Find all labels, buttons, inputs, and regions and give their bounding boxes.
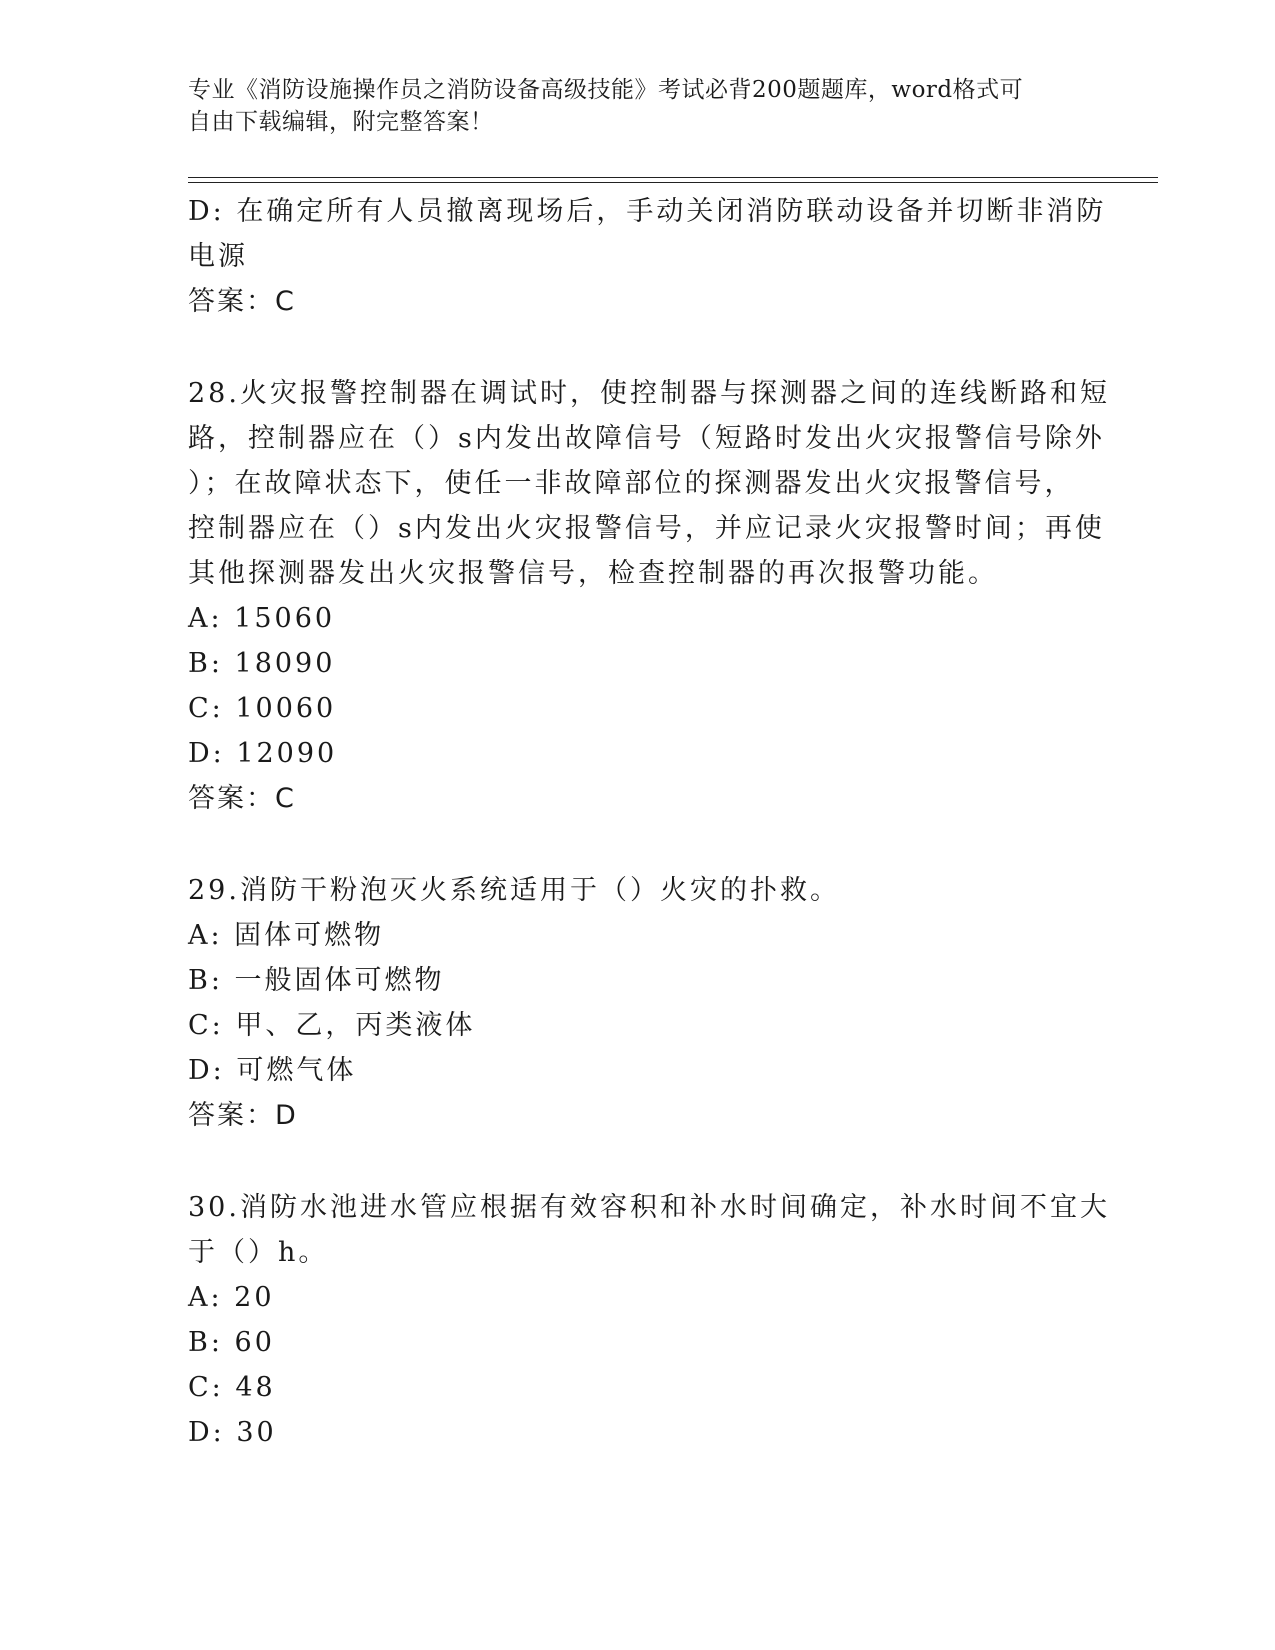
question-30 [188, 1185, 1110, 1455]
option-b: B: 一般固体可燃物 [188, 965, 445, 996]
spacer [188, 324, 1088, 371]
option-c: C: 10060 [188, 693, 337, 724]
option-a: A: 20 [188, 1282, 275, 1313]
spacer [188, 821, 1088, 868]
answer-text: 答案：C [188, 286, 296, 317]
question-stem-line: 其他探测器发出火灾报警信号，检查控制器的再次报警功能。 [188, 558, 998, 589]
question-stem-line: 路，控制器应在（）s内发出故障信号（短路时发出火灾报警信号除外 [188, 423, 1105, 454]
answer-text: 答案：D [188, 1100, 298, 1131]
question-stem-line: ）；在故障状态下，使任一非故障部位的探测器发出火灾报警信号， [188, 468, 1075, 499]
option-b: B: 60 [188, 1327, 275, 1358]
option-d: D: 30 [188, 1417, 277, 1448]
header-divider [188, 177, 1158, 183]
option-c: C: 48 [188, 1372, 276, 1403]
header-line-2: 自由下载编辑，附完整答案！ [188, 109, 494, 135]
header-line-1: 专业《消防设施操作员之消防设备高级技能》考试必背200题题库，word格式可 [188, 77, 1024, 103]
question-stem-line: 于（）h。 [188, 1237, 329, 1268]
option-a: A: 固体可燃物 [188, 920, 385, 951]
question-27-tail [188, 189, 1107, 324]
option-a: A: 15060 [188, 603, 336, 634]
document-header [188, 74, 1088, 138]
option-c: C: 甲、乙，丙类液体 [188, 1010, 476, 1041]
option-d: D: 可燃气体 [188, 1055, 357, 1086]
answer-text: 答案：C [188, 783, 296, 814]
question-29 [188, 868, 1088, 1138]
option-b: B: 18090 [188, 648, 336, 679]
question-stem-line: 28.火灾报警控制器在调试时，使控制器与探测器之间的连线断路和短 [188, 378, 1110, 409]
question-28 [188, 371, 1110, 821]
option-d-line-1: D: 在确定所有人员撤离现场后，手动关闭消防联动设备并切断非消防 [188, 196, 1107, 227]
question-stem-line: 30.消防水池进水管应根据有效容积和补水时间确定，补水时间不宜大 [188, 1192, 1110, 1223]
spacer [188, 1138, 1088, 1185]
question-stem-line: 控制器应在（）s内发出火灾报警信号，并应记录火灾报警时间；再使 [188, 513, 1105, 544]
option-d: D: 12090 [188, 738, 338, 769]
question-stem-line: 29.消防干粉泡灭火系统适用于（）火灾的扑救。 [188, 875, 840, 906]
question-list [188, 189, 1110, 1455]
option-d-line-2: 电源 [188, 241, 248, 272]
